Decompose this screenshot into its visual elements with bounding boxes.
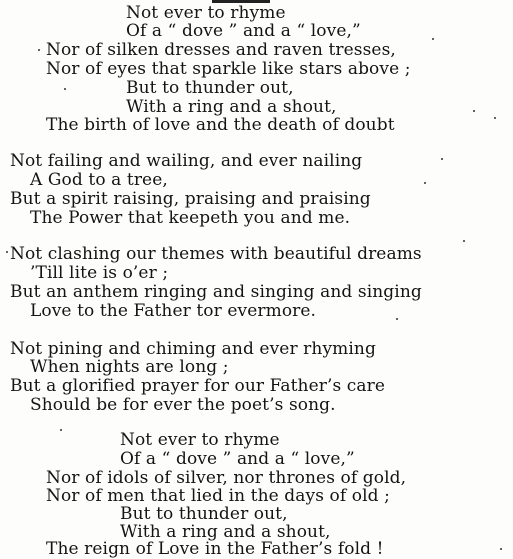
poem-line: But an anthem ringing and singing and singing xyxy=(10,282,422,302)
poem-line: Should be for ever the poet’s song. xyxy=(30,395,336,415)
poem-line: Nor of men that lied in the days of old ; xyxy=(46,486,390,506)
poem-line: The Power that keepeth you and me. xyxy=(30,208,351,228)
poem-line: ’Till lite is o’er ; xyxy=(30,263,169,283)
poem-line: Nor of eyes that sparkle like stars above ; xyxy=(46,59,411,79)
poem-line: A God to a tree, xyxy=(30,170,168,190)
print-speck xyxy=(60,429,62,431)
poem-line: Nor of idols of silver, nor thrones of gold, xyxy=(46,468,407,488)
poem-line: Not failing and wailing, and ever nailing xyxy=(10,151,363,171)
print-speck xyxy=(473,110,475,112)
poem-line: When nights are long ; xyxy=(30,357,229,377)
poem-line: But a glorified prayer for our Father’s care xyxy=(10,376,386,396)
print-speck xyxy=(441,158,443,160)
poem-line: The reign of Love in the Father’s fold ! xyxy=(46,539,384,559)
poem-line: But to thunder out, xyxy=(120,504,288,524)
poem-line: But to thunder out, xyxy=(126,78,294,98)
poem-line: Of a “ dove ” and a “ love,” xyxy=(126,21,361,41)
print-speck xyxy=(432,38,434,40)
poem-line: Of a “ dove ” and a “ love,” xyxy=(120,449,355,469)
print-speck xyxy=(64,88,66,90)
print-speck xyxy=(396,318,398,320)
print-speck xyxy=(494,117,496,119)
poem-line: The birth of love and the death of doubt xyxy=(46,115,395,135)
print-speck xyxy=(500,548,502,550)
print-speck xyxy=(463,240,465,242)
poem-line: With a ring and a shout, xyxy=(120,522,331,542)
poem-line: But a spirit raising, praising and praising xyxy=(10,189,371,209)
poem-line: Love to the Father tor evermore. xyxy=(30,301,317,321)
poem-line: Not clashing our themes with beautiful dreams xyxy=(10,244,422,264)
poem-line: Not ever to rhyme xyxy=(120,430,280,450)
print-speck xyxy=(6,251,8,253)
poem-line: Nor of silken dresses and raven tresses, xyxy=(46,40,396,60)
print-speck xyxy=(424,182,426,184)
poem-line: Not pining and chiming and ever rhyming xyxy=(10,339,376,359)
poem-line: Not ever to rhyme xyxy=(126,3,286,23)
print-speck xyxy=(38,49,40,51)
poem-line: With a ring and a shout, xyxy=(126,97,337,117)
